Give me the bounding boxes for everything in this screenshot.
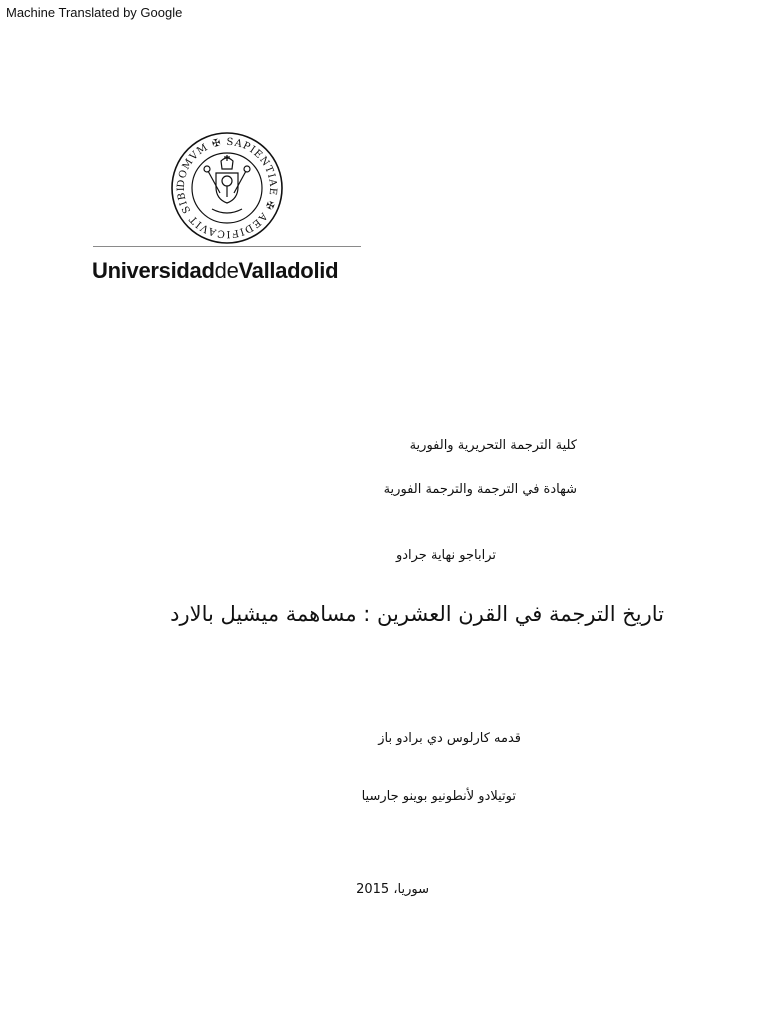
logo-part-de: de — [214, 258, 239, 283]
faculty-name: كلية الترجمة التحريرية والفورية — [409, 438, 577, 453]
place-and-date: سوريا، 2015 — [356, 882, 429, 897]
presented-by: قدمه كارلوس دي برادو باز — [378, 731, 521, 746]
machine-translation-banner: Machine Translated by Google — [6, 5, 183, 20]
university-seal-icon — [170, 131, 284, 245]
degree-name: شهادة في الترجمة والترجمة الفورية — [383, 482, 577, 497]
logo-divider — [93, 246, 361, 247]
thesis-title: تاريخ الترجمة في القرن العشرين : مساهمة ميشيل بالارد — [170, 602, 664, 626]
tutor: توتيلادو لأنطونيو بوينو جارسيا — [361, 789, 516, 804]
seal-ring-text: DOMVM ✠ SAPIENTIAE ✠ AEDIFICAVIT SIBI — [175, 136, 279, 240]
university-logo-wordmark — [92, 258, 338, 284]
seal-emblem — [204, 155, 250, 213]
logo-part-universidad: Universidad — [92, 258, 215, 283]
logo-part-valladolid: Valladolid — [238, 258, 339, 283]
thesis-type: تراباجو نهاية جرادو — [395, 548, 496, 563]
